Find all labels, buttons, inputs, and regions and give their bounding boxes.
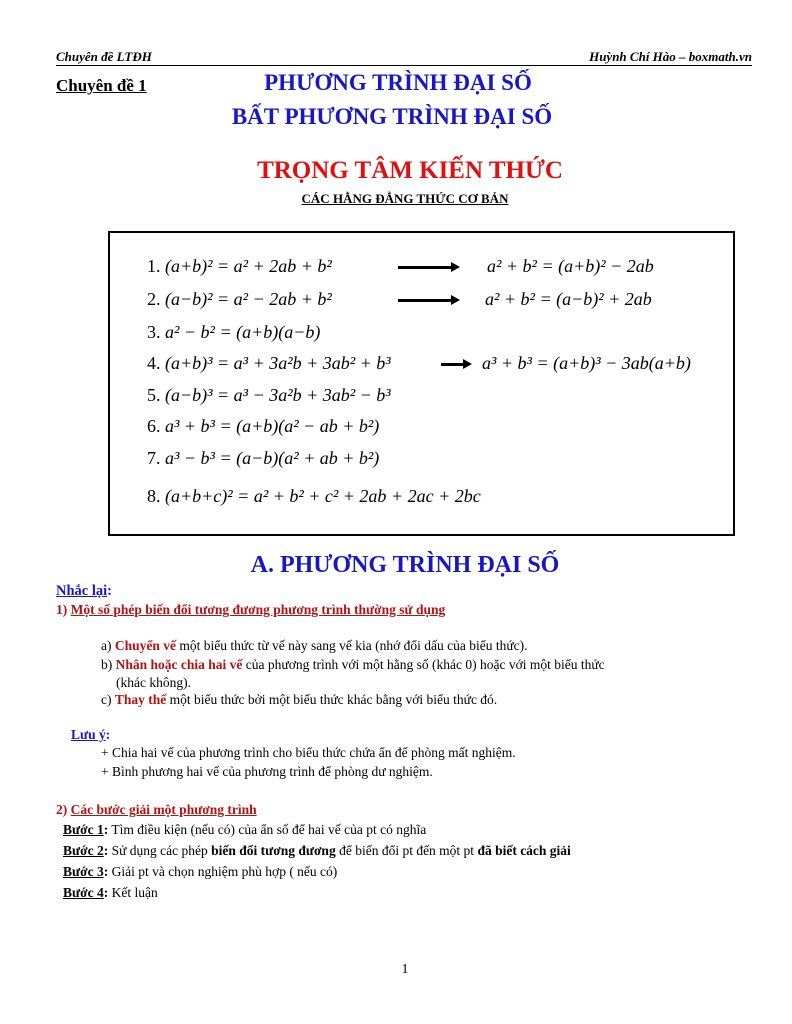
note-label: Lưu ý: [71, 727, 106, 742]
note-line-1: + Chia hai vế của phương trình cho biểu thức chứa ẩn để phòng mất nghiệm.: [101, 745, 516, 760]
identity-7: [147, 448, 379, 469]
recall-colon: :: [107, 583, 112, 599]
item-key: Thay thế: [114, 692, 167, 707]
header-left: Chuyên đề LTĐH: [56, 49, 152, 64]
step-label: Bước 4: [63, 885, 104, 900]
identity-formula: a³ + b³ = (a+b)(a² − ab + b²): [165, 416, 380, 436]
step-text-2: để biến đổi pt đến một pt: [335, 843, 478, 858]
note-line-2: + Bình phương hai vế của phương trình để phòng dư nghiệm.: [101, 764, 433, 779]
p2-heading-text: Các bước giải một phương trình: [70, 802, 257, 817]
note-colon: :: [105, 727, 111, 742]
step-colon: :: [103, 822, 109, 837]
p1-item-b: [101, 657, 605, 673]
p1-heading: [56, 602, 445, 618]
identity-8: [147, 486, 481, 507]
recall-heading: [56, 583, 112, 600]
identity-number: 7.: [147, 448, 161, 468]
step-2: [63, 843, 571, 859]
recall-label: Nhắc lại: [56, 583, 108, 599]
p1-item-a: [101, 638, 528, 654]
header-rule: [56, 65, 752, 66]
step-text: Sử dụng các phép: [108, 843, 212, 858]
identity-2: [147, 289, 332, 310]
chapter-label: Chuyên đề 1: [56, 76, 147, 95]
step-label: Bước 1: [63, 822, 104, 837]
p1-item-b-cont: (khác không).: [116, 675, 191, 690]
identity-formula: a² − b² = (a+b)(a−b): [165, 322, 321, 342]
identity-1: [147, 256, 332, 277]
item-key: Chuyển vế: [114, 638, 177, 653]
step-label: Bước 2: [63, 843, 104, 858]
step-bold-2: đã biết cách giải: [477, 843, 571, 858]
identity-formula: a³ − b³ = (a−b)(a² + ab + b²): [165, 448, 380, 468]
identity-6: [147, 416, 379, 437]
note-heading: [71, 727, 110, 743]
item-text: của phương trình với một hằng số (khác 0) hoặc với một biểu thức: [242, 657, 605, 672]
p1-item-c: [101, 692, 497, 708]
identity-number: 2.: [147, 289, 161, 309]
identity-number: 6.: [147, 416, 161, 436]
p1-heading-text: Một số phép biến đổi tương đương phương trình thường sử dụng: [70, 602, 446, 617]
focus-subtitle: CÁC HẰNG ĐẲNG THỨC CƠ BẢN: [301, 191, 509, 206]
chapter-title-line1: PHƯƠNG TRÌNH ĐẠI SỐ: [264, 70, 532, 95]
section-a-title: A. PHƯƠNG TRÌNH ĐẠI SỐ: [250, 552, 560, 578]
page-number: 1: [401, 962, 409, 977]
item-prefix: c): [101, 692, 115, 707]
identity-2-derived: a² + b² = (a−b)² + 2ab: [485, 289, 652, 309]
arrow-2: [398, 299, 454, 302]
identity-number: 3.: [147, 322, 161, 342]
step-label: Bước 3: [63, 864, 104, 879]
step-text: Tìm điều kiện (nếu có) của ẩn số để hai vế của pt có nghĩa: [108, 822, 427, 837]
step-colon: :: [103, 864, 109, 879]
step-bold: biến đổi tương đương: [211, 843, 336, 858]
header-right: Huỳnh Chí Hào – boxmath.vn: [589, 49, 752, 64]
identity-formula: (a−b)² = a² − 2ab + b²: [165, 289, 332, 309]
item-prefix: b): [101, 657, 116, 672]
identity-formula: (a+b+c)² = a² + b² + c² + 2ab + 2ac + 2bc: [165, 486, 481, 506]
chapter-title-line2: BẤT PHƯƠNG TRÌNH ĐẠI SỐ: [231, 104, 553, 129]
p2-heading: [56, 802, 257, 818]
identity-5: [147, 385, 391, 406]
identity-number: 5.: [147, 385, 161, 405]
identity-formula: (a−b)³ = a³ − 3a²b + 3ab² − b³: [165, 385, 391, 405]
step-text: Giải pt và chọn nghiệm phù hợp ( nếu có): [108, 864, 338, 879]
p2-number: 2): [56, 802, 71, 817]
arrow-1: [398, 266, 454, 269]
item-text: một biểu thức từ vế này sang vế kia (nhớ đổi dấu của biểu thức).: [176, 638, 528, 653]
p1-number: 1): [56, 602, 71, 617]
step-colon: :: [103, 843, 109, 858]
identity-1-derived: a² + b² = (a+b)² − 2ab: [487, 256, 654, 276]
step-1: [63, 822, 426, 838]
identity-number: 1.: [147, 256, 161, 276]
item-key: Nhân hoặc chia hai vế: [115, 657, 243, 672]
item-prefix: a): [101, 638, 115, 653]
identity-4: [147, 353, 391, 374]
item-text: một biểu thức bởi một biểu thức khác bằng với biểu thức đó.: [166, 692, 498, 707]
identity-number: 4.: [147, 353, 161, 373]
identity-3: [147, 322, 320, 343]
step-colon: :: [103, 885, 109, 900]
focus-title: TRỌNG TÂM KIẾN THỨC: [257, 157, 563, 184]
identity-formula: (a+b)³ = a³ + 3a²b + 3ab² + b³: [165, 353, 391, 373]
arrow-4: [441, 363, 466, 366]
step-3: [63, 864, 337, 880]
identity-formula: (a+b)² = a² + 2ab + b²: [165, 256, 332, 276]
step-text: Kết luận: [108, 885, 158, 900]
identity-number: 8.: [147, 486, 161, 506]
step-4: [63, 885, 158, 901]
identity-4-derived: a³ + b³ = (a+b)³ − 3ab(a+b): [482, 353, 691, 373]
